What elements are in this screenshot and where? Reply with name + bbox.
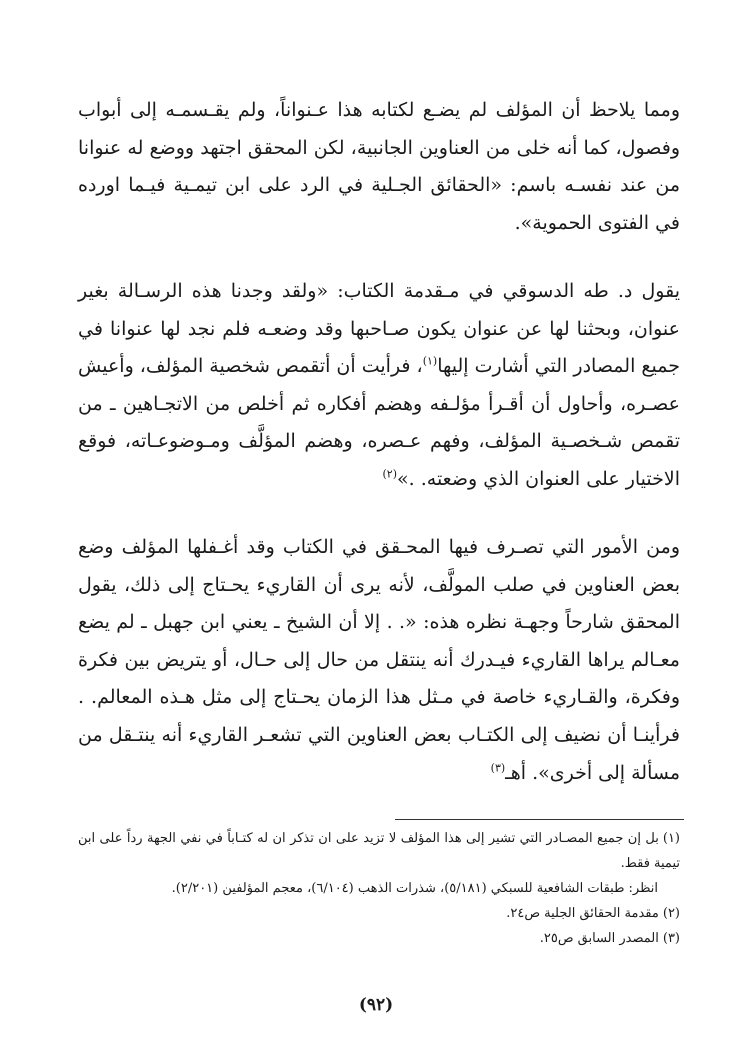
footnote-ref-2: (٢): [382, 467, 398, 481]
footnote-1-text: بل إن جميع المصـادر التي تشير إلى هذا المؤلف لا تزيد على ان تذكر ان له كتـاباً في نفي الجهة رداً على ابن تيمية فقط.: [78, 831, 680, 871]
footnote-ref-1: (١): [422, 354, 438, 368]
footnote-separator: [395, 819, 684, 820]
paragraph-3: [78, 529, 680, 792]
footnote-1-sources-text: انظر: طبقات الشافعية للسبكي (٥/١٨١)، شذرات الذهب (٦/١٠٤)، معجم المؤلفين (٢/٢٠١).: [171, 881, 658, 896]
paragraph-2-text-part2: ، فرأيت أن أتقمص شخصية المؤلف، وأعيش عصـره، وأحاول أن أقـرأ مؤلـفه وهضم أفكاره ثم أخلص من الاتجـاهين ـ من تقمص شـخصـية المؤلف، وفهم عـصره، وهضم المؤلَّف ومـوضوعـاته، فوقع الاختيار على العنوان الذي وضعته. .»: [78, 355, 680, 490]
footnote-ref-3: (٣): [490, 761, 506, 775]
footnote-3-text: المصدر السابق ص٢٥.: [539, 931, 659, 946]
paragraph-2: [78, 273, 680, 499]
page-number: (٩٢): [358, 995, 394, 1015]
footnote-1: [78, 826, 680, 876]
footnote-3: [78, 926, 680, 951]
footnote-1-sources: [78, 876, 680, 901]
footnote-2: [78, 901, 680, 926]
footnote-3-number: (٣): [662, 931, 680, 946]
footnote-1-number: (١): [662, 831, 680, 846]
footnotes: [78, 826, 680, 951]
paragraph-1-text: ومما يلاحظ أن المؤلف لم يضـع لكتابه هذا عـنواناً، ولم يقـسمـه إلى أبواب وفصول، كما أنه خلى من العناوين الجانبية، لكن المحقق اجتهد ووضع له عنوانا من عند نفسـه باسم: «الحقائق الجـلية في الرد على ابن تيمـية فيـما اورده في الفتوى الحموية».: [78, 99, 680, 234]
paragraph-3-text: ومن الأمور التي تصـرف فيها المحـقق في الكتاب وقد أغـفلها المؤلف وضع بعض العناوين في صلب المولَّف، لأنه يرى أن القاريء يحـتاج إلى ذلك، يقول المحقق شارحاً وجهـة نظره هذه: «. . إلا أن الشيخ ـ يعني ابن جهبل ـ لم يضع معـالم يراها القاريء فيـدرك أنه ينتقل من حال إلى حـال، أو يتريض بين فكرة وفكرة، والقـاريء خاصة في مـثل هذا الزمان يحـتاج إلى مثل هـذه المعالم. . فرأينـا أن نضيف إلى الكتـاب بعض العناوين التي تشعـر القاريء أنه ينتـقل من مسألة إلى أخرى». أهـ: [78, 536, 680, 784]
footnote-2-number: (٢): [662, 906, 680, 921]
paragraph-1: [78, 92, 680, 242]
paragraph-2-text-part1: يقول د. طه الدسوقي في مـقدمة الكتاب: «ولقد وجدنا هذه الرسـالة بغير عنوان، وبحثنا لها عن عنوان يكون صـاحبها وقد وضعـه فلم نجد لها عنوانا في جميع المصادر التي أشارت إليها: [78, 280, 680, 378]
footnote-2-text: مقدمة الحقائق الجلية ص٢٤.: [506, 906, 659, 921]
